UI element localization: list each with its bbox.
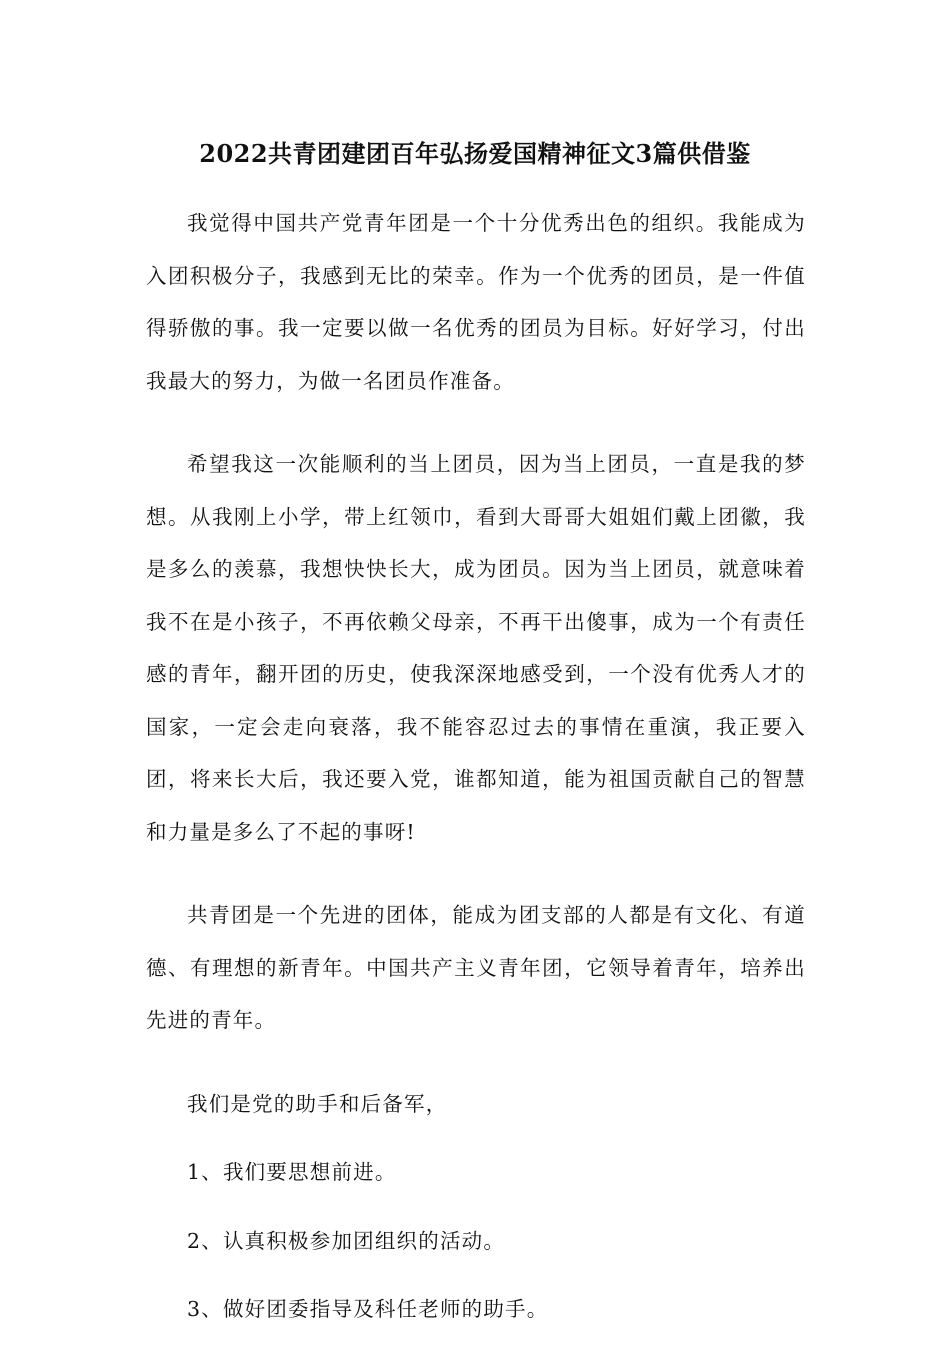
paragraph-1: 我觉得中国共产党青年团是一个十分优秀出色的组织。我能成为入团积极分子，我感到无比的荣幸。作为一个优秀的团员，是一件值得骄傲的事。我一定要以做一名优秀的团员为目标。好好学习，付出我最大的努力，为做一名团员作准备。 (146, 211, 806, 393)
paragraph-2: 希望我这一次能顺利的当上团员，因为当上团员，一直是我的梦想。从我刚上小学，带上红领巾，看到大哥哥大姐姐们戴上团徽，我是多么的羡慕，我想快快长大，成为团员。因为当上团员，就意味着我不在是小孩子，不再依赖父母亲，不再干出傻事，成为一个有责任感的青年，翻开团的历史，使我深深地感受到，一个没有优秀人才的国家，一定会走向衰落，我不能容忍过去的事情在重演，我正要入团，将来长大后，我还要入党，谁都知道，能为祖国贡献自己的智慧和力量是多么了不起的事呀! (146, 452, 806, 844)
list-item-3: 3、做好团委指导及科任老师的助手。 (187, 1297, 549, 1321)
document-body (146, 197, 806, 1352)
list-item-2: 2、认真积极参加团组织的活动。 (187, 1228, 506, 1253)
paragraph-4: 我们是党的助手和后备军， (187, 1091, 448, 1116)
paragraph-3: 共青团是一个先进的团体，能成为团支部的人都是有文化、有道德、有理想的新青年。中国共产主义青年团，它领导着青年，培养出先进的青年。 (146, 903, 806, 1032)
list-item-1: 1、我们要思想前进。 (187, 1160, 397, 1184)
document-title: 2022共青团建团百年弘扬爱国精神征文3篇供借鉴 (199, 139, 751, 168)
